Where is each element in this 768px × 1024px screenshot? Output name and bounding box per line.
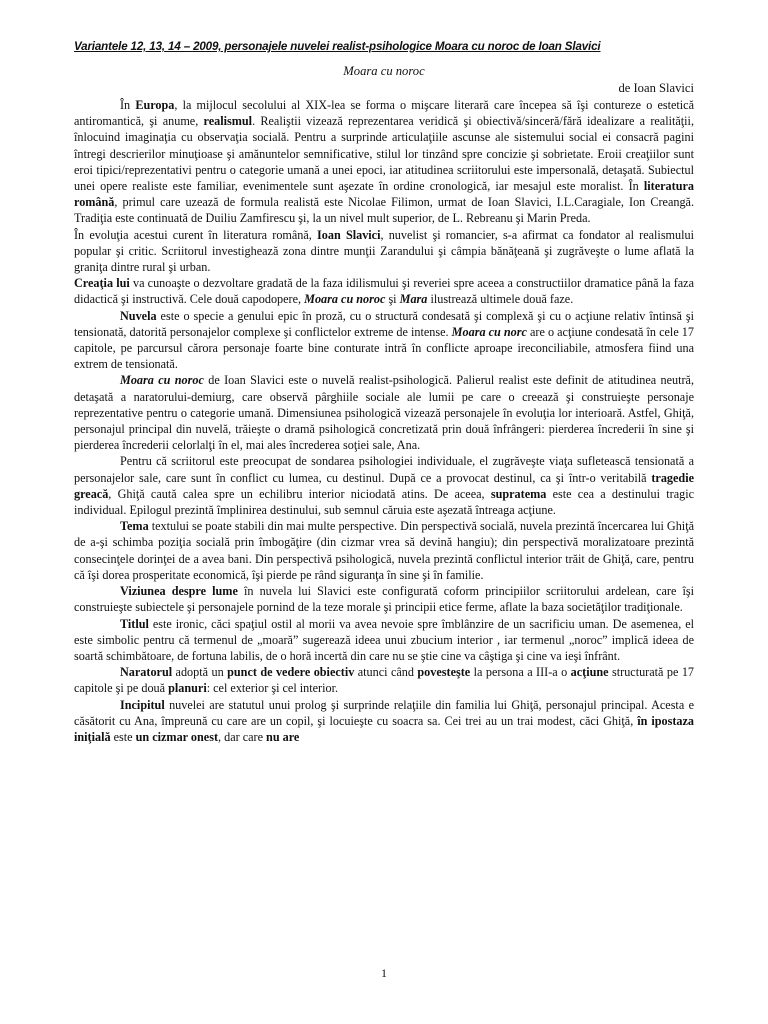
text-run: , la mijlocul secolului al XIX-lea se forma o mişcare literară care începea să îşi contureze o estetică antiromantică, şi anume, (74, 98, 695, 129)
text-run: Tema (120, 519, 149, 534)
text-run: În (120, 98, 136, 112)
author-byline: de Ioan Slavici (618, 81, 694, 95)
text-run: Ioan Slavici (317, 227, 381, 242)
text-run: Mara (399, 292, 428, 307)
text-run: În evoluţia acestui curent în literatura română, (74, 227, 318, 242)
page-number: 1 (381, 966, 387, 980)
text-run: este cea a destinului tragic individual. Epilogul prezintă împlinirea destinului, sub semnul căruia este aşezată întreaga acţiune. (74, 486, 694, 518)
text-run: este o specie a genului epic în proză, cu o structură condesată şi complexă şi cu o acţiune relativ întinsă şi tensionată, datorită personajelor complexe şi conflictelor extreme de intense. (74, 308, 694, 339)
document-page (74, 40, 694, 745)
paragraph-p1 (74, 97, 694, 227)
text-run: nuvelei are statutul unui prolog şi surprinde relaţiile din familia lui Ghiţă, personajul principal. Acesta e căsătorit cu Ana, împreună cu care are un copil, şi locuieşte cu soacra sa. Cei trei au un trai modest, căci Ghiţă, (74, 697, 694, 728)
text-run: Creaţia lui (74, 276, 130, 291)
paragraph-p11 (74, 697, 694, 746)
text-run: atunci când (354, 665, 418, 680)
text-run: Moara cu noroc (304, 292, 386, 307)
text-run: , nuvelist şi romancier, s-a afirmat ca fondator al realismului popular şi critic. Scriitorul investighează zona dintre munţii Zarandului şi câmpia bănăţeană şi zugrăveşte o lume aflată la graniţa dintre rural şi urban. (74, 227, 694, 275)
paragraph-p10 (74, 664, 694, 696)
text-run: supratema (490, 486, 547, 501)
text-run: , dar care (218, 729, 267, 744)
text-run: tragedie greacă (74, 470, 694, 501)
text-run: literatura română (74, 179, 694, 210)
text-run: Moara cu norc (451, 324, 527, 339)
paragraph-p4 (74, 308, 694, 373)
text-run: nu are (266, 729, 300, 744)
text-run: structurată pe 17 capitole şi pe două (74, 665, 695, 696)
paragraph-p5 (74, 372, 694, 453)
text-run: Naratorul (120, 665, 173, 680)
document-title: Moara cu noroc (343, 64, 425, 78)
text-run: are o acţiune condesată în cele 17 capitole, pe parcursul cărora personaje foarte bine conturate intră în conflicte aproape ireconciliabile, atmosfera fiind una extrem de tensionată. (74, 324, 694, 372)
text-run: va cunoaşte o dezvoltare gradată de la faza idilismului şi reveriei spre aceea a constructiilor dramatice până la faza didactică şi instructivă. Cele două capodopere, (74, 276, 694, 307)
text-run: acţiune (570, 665, 609, 680)
text-run: planuri (168, 681, 207, 696)
paragraph-p2 (74, 227, 694, 276)
text-run: un cizmar onest (135, 729, 218, 744)
text-run: : cel exterior şi cel interior. (206, 681, 339, 696)
text-run: povesteşte (417, 665, 471, 680)
text-run: Titlul (120, 616, 149, 631)
text-run: la persona a III-a o (470, 665, 571, 680)
text-run: Viziunea despre lume (120, 584, 238, 599)
text-run: Nuvela (120, 308, 157, 323)
text-run: , primul care uzează de formula realistă este Nicolae Filimon, urmat de Ioan Slavici, I.L.Caragiale, Ion Creangă. Tradiţia este continuată de Duiliu Zamfirescu şi, la un nivel mult superior, de L. Rebreanu şi Marin Preda. (74, 195, 694, 226)
text-run: punct de vedere obiectiv (227, 665, 355, 680)
paragraph-p7 (74, 518, 694, 583)
text-run: , Ghiţă caută calea spre un echilibru interior niciodată atins. De aceea, (108, 486, 491, 501)
text-run: textului se poate stabili din mai multe perspective. Din perspectivă socială, nuvela prezintă încercarea lui Ghiţă de a-şi schimba poziţia socială prin îmbogăţire (din cizmar vrea să devină hangiu); din perspectivă moralizatoare prezintă consecinţele dorinţei de a avea bani. Din perspectivă psihologică, nuvela prezintă conflictul interior trăit de Ghiţă, care, pentru că îşi dorea prosperitate economică, îşi pierde pe rând siguranţa în sine şi în familie. (74, 519, 694, 582)
paragraph-p6 (74, 453, 694, 518)
text-run: adoptă un (172, 665, 228, 680)
paragraph-p9 (74, 616, 694, 665)
text-run: în ipostaza iniţială (74, 713, 694, 744)
document-body (74, 97, 694, 745)
paragraph-p3 (74, 275, 694, 307)
text-run: în nuvela lui Slavici este configurată coform principiilor scriitorului ardelean, care îşi construieşte subiectele şi personajele pornind de la teze morale şi principii etice ferme, aflate la baza societăţilor tradiţionale. (74, 584, 694, 615)
text-run: de Ioan Slavici este o nuvelă realist-psihologică. Palierul realist este definit de atitudinea neutră, detaşată a naratorului-demiurg, care observă pârghiile sociale ale lumii pe care o creează şi construieşte personaje reprezentative pentru o categorie umană. Dimensiunea psihologică vizează personajele în evoluţia lor interioară. Astfel, Ghiţă, personajul principal din nuvelă, trăieşte o dramă psihologică concretizată prin două înfrângeri: pierderea încrederii în sine şi pierderea încrederii celorlalţi în el, mai ales încrederea soţiei sale, Ana. (74, 373, 694, 453)
text-run: realismul (203, 114, 253, 129)
text-run: ilustrează ultimele două faze. (427, 292, 574, 307)
paragraph-p8 (74, 583, 694, 615)
text-run: este (110, 729, 136, 744)
text-run: Incipitul (120, 697, 165, 712)
document-header: Variantele 12, 13, 14 – 2009, personajele nuvelei realist-psihologice Moara cu noroc de Ioan Slavici (74, 40, 601, 53)
text-run: Europa (135, 98, 175, 112)
text-run: este ironic, căci spaţiul ostil al morii va avea nevoie spre îmblânzire de un sacrificiu uman. De asemenea, el este simbolic pentru că termenul de „moară” sugerează ideea unui zbucium interior , iar termenul „noroc” implică ideea de soartă schimbătoare, de fortuna labilis, de o horă incertă din care nu se ştie cine va câştiga şi cine va ieşi înfrânt. (74, 616, 694, 663)
text-run: Pentru că scriitorul este preocupat de sondarea psihologiei individuale, el zugrăveşte viaţa sufletească tensionată a personajelor sale, care sunt în conflict cu lumea, cu destinul. După ce a provocat destinul, ca şi într-o veritabilă (74, 454, 694, 485)
text-run: şi (385, 292, 400, 307)
text-run: . Realiştii vizează reprezentarea veridică şi obiectivă/sinceră/fără idealizare a realităţii, înlocuind imaginaţia cu observaţia socială. Pentru a surprinde articulaţiile ascunse ale sistemului social ei consacră pagini întregi descrierilor minuţioase şi amănuntelor semnificative, stilul lor tinzând spre concizie şi sobrietate. Eroii creaţiilor sunt eroi tipici/reprezentativi pentru o categorie umană a unei epoci, iar atitudinea scriitorului este impersonală, detaşată. Subiectul unei opere realiste este familiar, evenimentele sunt aşezate în ordine cronologică, iar mesajul este moralist. În (74, 114, 694, 194)
text-run: Moara cu noroc (120, 373, 204, 388)
